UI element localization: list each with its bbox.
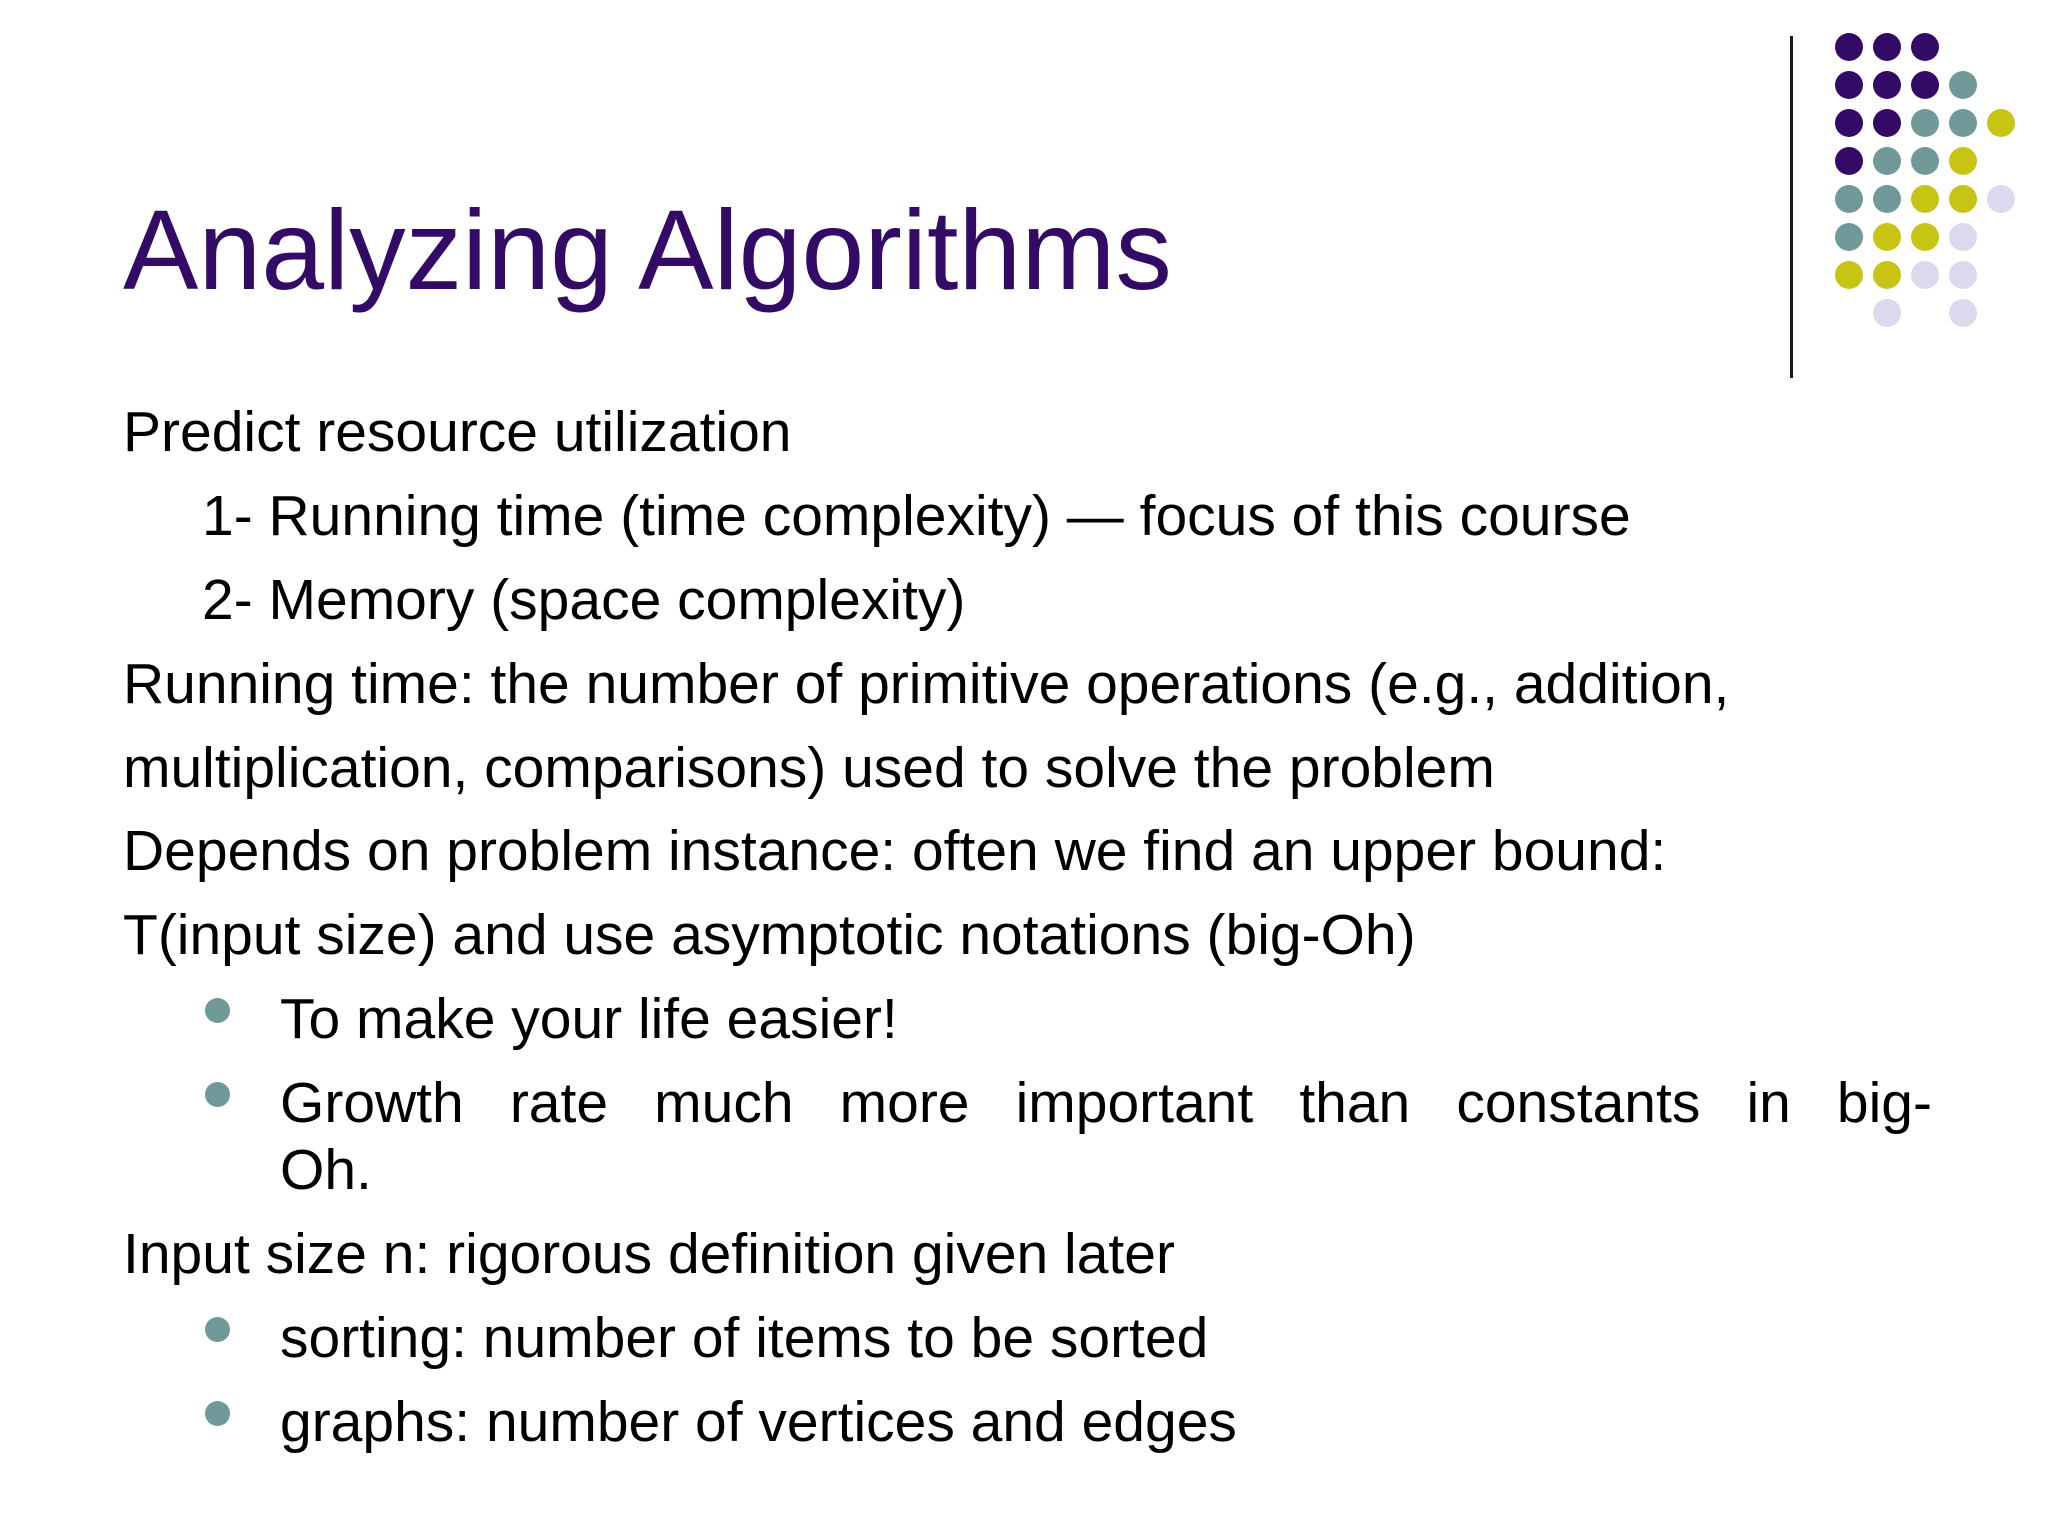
bullet-make-life-easier: To make your life easier! [280,987,898,1051]
growth-word: much [654,1071,794,1135]
line-depends-2: T(input size) and use asymptotic notations (big-Oh) [123,903,1416,967]
line-running-time-definition-2: multiplication, comparisons) used to solve the problem [123,736,1495,800]
slide-title: Analyzing Algorithms [123,187,1172,313]
line-input-size: Input size n: rigorous definition given later [123,1222,1175,1286]
growth-word: more [839,1071,970,1135]
line-predict: Predict resource utilization [123,400,792,464]
bullet-marker [205,1082,230,1107]
bullet-marker [205,1401,230,1426]
growth-word: rate [509,1071,609,1135]
growth-word: in [1746,1071,1791,1135]
line-memory-item: 2- Memory (space complexity) [202,568,966,632]
bullet-marker [205,1317,230,1342]
line-running-time-item: 1- Running time (time complexity) — focus of this course [202,484,1631,548]
line-depends-1: Depends on problem instance: often we find an upper bound: [123,819,1667,883]
line-running-time-definition-1: Running time: the number of primitive operations (e.g., addition, [123,652,1730,716]
bullet-marker [205,998,230,1023]
growth-word: important [1015,1071,1254,1135]
growth-word: constants [1456,1071,1701,1135]
growth-word: Growth [280,1071,464,1135]
bullet-growth-rate-continuation: Oh. [280,1138,372,1202]
growth-word: big- [1836,1071,1932,1135]
bullet-graphs: graphs: number of vertices and edges [280,1390,1237,1454]
bullet-growth-rate [280,1069,1932,1137]
growth-word: than [1299,1071,1411,1135]
bullet-sorting: sorting: number of items to be sorted [280,1306,1209,1370]
